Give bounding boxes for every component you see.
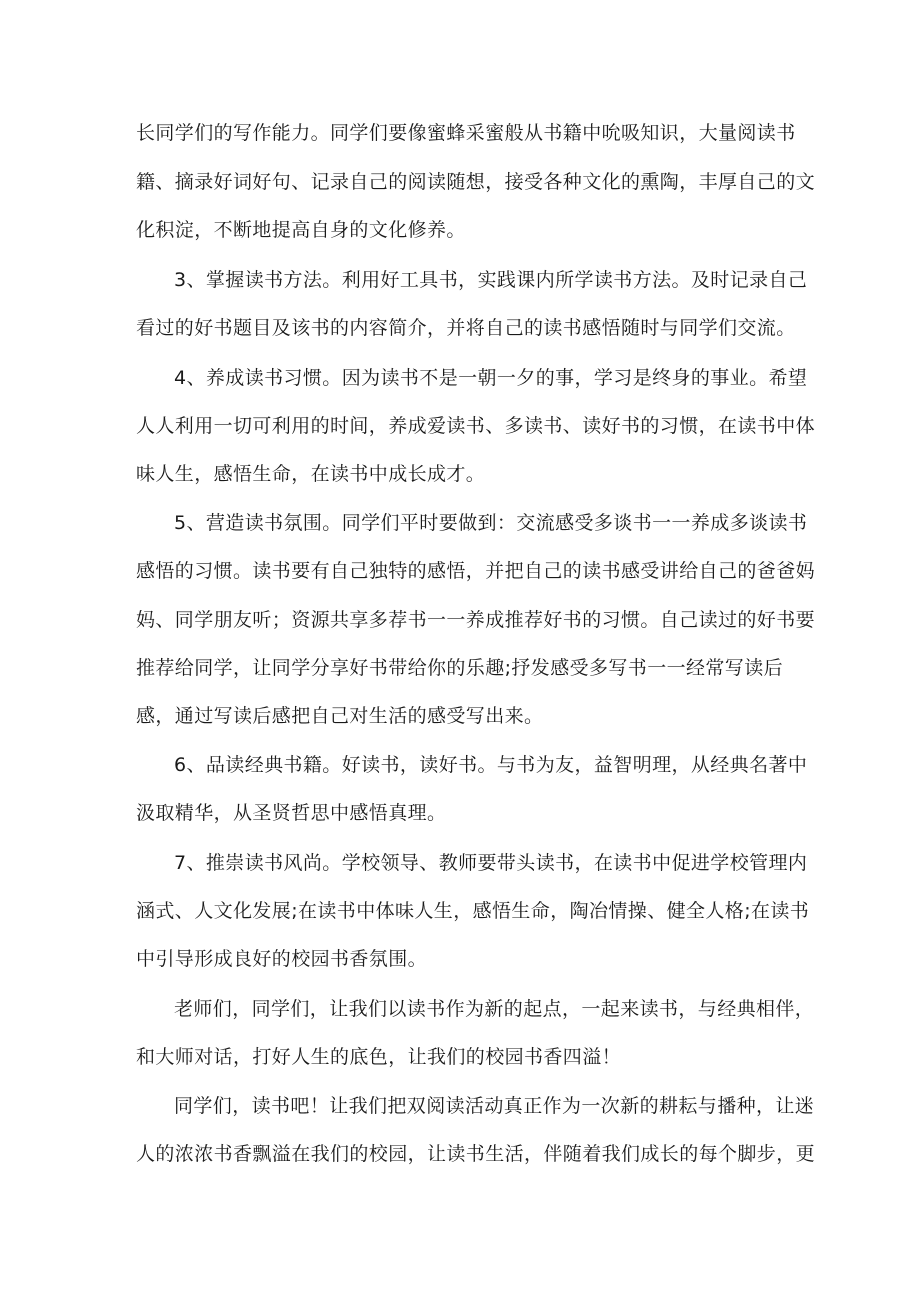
- text-line: 味人生，感悟生命，在读书中成长成才。: [136, 463, 486, 485]
- text-line: 老师们，同学们，让我们以读书作为新的起点，一起来读书，与经典相伴，: [174, 998, 815, 1020]
- text-line: 推荐给同学，让同学分享好书带给你的乐趣;抒发感受多写书一一经常写读后: [136, 657, 784, 679]
- text-line: 3、掌握读书方法。利用好工具书，实践课内所学读书方法。及时记录自己: [174, 269, 808, 291]
- text-line: 化积淀，不断地提高自身的文化修养。: [136, 219, 466, 241]
- text-line: 籍、摘录好词好句、记录自己的阅读随想，接受各种文化的熏陶，丰厚自己的文: [136, 171, 816, 193]
- text-line: 5、营造读书氛围。同学们平时要做到：交流感受多谈书一一养成多谈读书: [174, 512, 808, 534]
- text-line: 涵式、人文化发展;在读书中体味人生，感悟生命，陶冶情操、健全人格;在读书: [136, 900, 810, 922]
- text-line: 感悟的习惯。读书要有自己独特的感悟，并把自己的读书感受讲给自己的爸爸妈: [136, 560, 816, 582]
- text-line: 7、推崇读书风尚。学校领导、教师要带头读书，在读书中促进学校管理内: [174, 852, 808, 874]
- text-line: 同学们，读书吧！让我们把双阅读活动真正作为一次新的耕耘与播种，让迷: [174, 1095, 815, 1117]
- text-line: 妈、同学朋友听；资源共享多荐书一一养成推荐好书的习惯。自己读过的好书要: [136, 609, 816, 631]
- text-line: 中引导形成良好的校园书香氛围。: [136, 948, 428, 970]
- text-line: 感，通过写读后感把自己对生活的感受写出来。: [136, 705, 544, 727]
- text-line: 4、养成读书习惯。因为读书不是一朝一夕的事，学习是终身的事业。希望: [174, 367, 808, 389]
- text-line: 6、品读经典书籍。好读书，读好书。与书为友，益智明理，从经典名著中: [174, 754, 808, 776]
- text-line: 人人利用一切可利用的时间，养成爱读书、多读书、读好书的习惯，在读书中体: [136, 415, 816, 437]
- text-line: 和大师对话，打好人生的底色，让我们的校园书香四溢！: [136, 1046, 622, 1068]
- text-line: 看过的好书题目及该书的内容简介，并将自己的读书感悟随时与同学们交流。: [136, 317, 796, 339]
- text-line: 人的浓浓书香飘溢在我们的校园，让读书生活，伴随着我们成长的每个脚步，更: [136, 1143, 816, 1165]
- text-line: 汲取精华，从圣贤哲思中感悟真理。: [136, 802, 447, 824]
- text-line: 长同学们的写作能力。同学们要像蜜蜂采蜜般从书籍中吮吸知识，大量阅读书: [136, 122, 796, 144]
